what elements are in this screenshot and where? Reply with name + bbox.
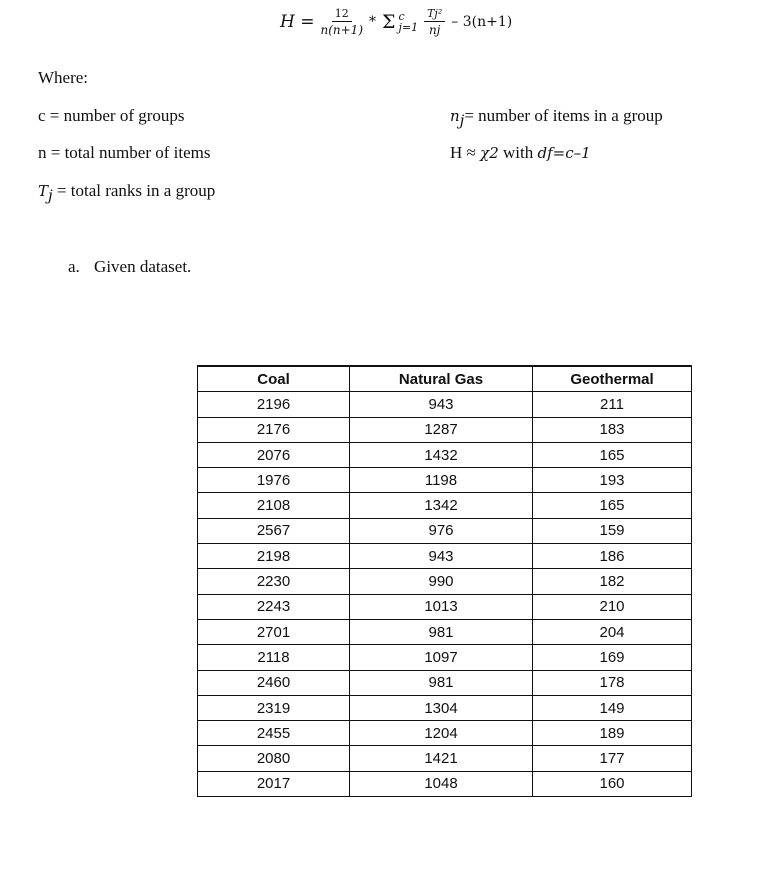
cell-coal: 2176 (198, 417, 350, 442)
table-row (198, 645, 692, 670)
cell-coal: 2108 (198, 493, 350, 518)
cell-geothermal: 211 (533, 392, 692, 417)
formula-sum-lower: j=1 (398, 21, 419, 34)
list-item-a (68, 257, 191, 277)
formula-sum-symbol: Σ (382, 11, 396, 33)
cell-natural-gas: 943 (350, 544, 533, 569)
cell-natural-gas: 1287 (350, 417, 533, 442)
definition-n: n = total number of items (38, 143, 211, 162)
tj-text: = total ranks in a group (56, 181, 216, 200)
cell-natural-gas: 976 (350, 518, 533, 543)
table-row (198, 771, 692, 796)
cell-natural-gas: 1342 (350, 493, 533, 518)
definition-c: c = number of groups (38, 106, 185, 125)
formula-tail: – 3(n+1) (451, 14, 513, 30)
table-row (198, 493, 692, 518)
nj-text: = number of items in a group (464, 106, 663, 125)
formula-fraction (320, 8, 363, 36)
table-row (198, 619, 692, 644)
formula-fraction-numerator: 12 (332, 8, 352, 22)
table-row (198, 594, 692, 619)
cell-coal: 2567 (198, 518, 350, 543)
header-coal: Coal (198, 366, 350, 392)
header-geothermal: Geothermal (533, 366, 692, 392)
cell-coal: 2196 (198, 392, 350, 417)
cell-coal: 2230 (198, 569, 350, 594)
cell-geothermal: 182 (533, 569, 692, 594)
definition-nj (450, 106, 663, 129)
formula-times: * (369, 14, 376, 30)
cell-coal: 2319 (198, 695, 350, 720)
formula-sum-upper: c (398, 10, 405, 23)
list-marker: a. (68, 257, 80, 276)
cell-geothermal: 159 (533, 518, 692, 543)
cell-coal: 2118 (198, 645, 350, 670)
cell-coal: 2076 (198, 442, 350, 467)
formula-fraction-denominator: n(n+1) (320, 23, 363, 37)
cell-geothermal: 165 (533, 493, 692, 518)
nj-variable: n (450, 107, 460, 125)
table-row (198, 468, 692, 493)
cell-coal: 2198 (198, 544, 350, 569)
cell-geothermal: 189 (533, 721, 692, 746)
cell-coal: 2080 (198, 746, 350, 771)
table-row (198, 746, 692, 771)
table-row (198, 417, 692, 442)
cell-natural-gas: 1198 (350, 468, 533, 493)
cell-geothermal: 186 (533, 544, 692, 569)
cell-geothermal: 177 (533, 746, 692, 771)
table-row (198, 695, 692, 720)
cell-geothermal: 149 (533, 695, 692, 720)
cell-geothermal: 169 (533, 645, 692, 670)
cell-geothermal: 178 (533, 670, 692, 695)
cell-geothermal: 210 (533, 594, 692, 619)
h-with: with (498, 143, 538, 162)
cell-natural-gas: 1421 (350, 746, 533, 771)
table-row (198, 569, 692, 594)
formula-lhs: H = (280, 12, 315, 32)
cell-coal: 2017 (198, 771, 350, 796)
cell-coal: 2455 (198, 721, 350, 746)
cell-geothermal: 160 (533, 771, 692, 796)
cell-natural-gas: 943 (350, 392, 533, 417)
table-row (198, 442, 692, 467)
h-chi: χ2 (480, 144, 499, 162)
cell-geothermal: 165 (533, 442, 692, 467)
table-row (198, 721, 692, 746)
cell-coal: 2243 (198, 594, 350, 619)
cell-natural-gas: 1304 (350, 695, 533, 720)
cell-coal: 1976 (198, 468, 350, 493)
tj-subscript: j (48, 186, 53, 205)
cell-coal: 2701 (198, 619, 350, 644)
cell-natural-gas: 1432 (350, 442, 533, 467)
cell-natural-gas: 990 (350, 569, 533, 594)
table-row (198, 518, 692, 543)
table-row (198, 670, 692, 695)
cell-natural-gas: 981 (350, 619, 533, 644)
h-df: df (537, 144, 553, 162)
h-rest: =c–1 (552, 144, 591, 162)
h-prefix: H ≈ (450, 143, 481, 162)
tj-variable: T (38, 182, 49, 200)
cell-natural-gas: 981 (350, 670, 533, 695)
cell-coal: 2460 (198, 670, 350, 695)
cell-geothermal: 183 (533, 417, 692, 442)
formula-term-denominator: nj (428, 23, 441, 37)
dataset-table (197, 365, 692, 797)
cell-geothermal: 193 (533, 468, 692, 493)
table-row (198, 392, 692, 417)
definition-h (450, 143, 591, 163)
cell-geothermal: 204 (533, 619, 692, 644)
cell-natural-gas: 1048 (350, 771, 533, 796)
table-row (198, 544, 692, 569)
kruskal-wallis-formula (280, 8, 512, 36)
table-header-row (198, 366, 692, 392)
formula-sum-limits (398, 11, 418, 33)
nj-subscript: j (459, 111, 465, 130)
cell-natural-gas: 1013 (350, 594, 533, 619)
cell-natural-gas: 1097 (350, 645, 533, 670)
formula-term-fraction (424, 8, 445, 36)
list-text: Given dataset. (94, 257, 192, 276)
cell-natural-gas: 1204 (350, 721, 533, 746)
header-natural-gas: Natural Gas (350, 366, 533, 392)
definition-tj (38, 181, 215, 204)
formula-term-numerator: Tj² (424, 8, 445, 22)
where-label: Where: (38, 68, 89, 87)
